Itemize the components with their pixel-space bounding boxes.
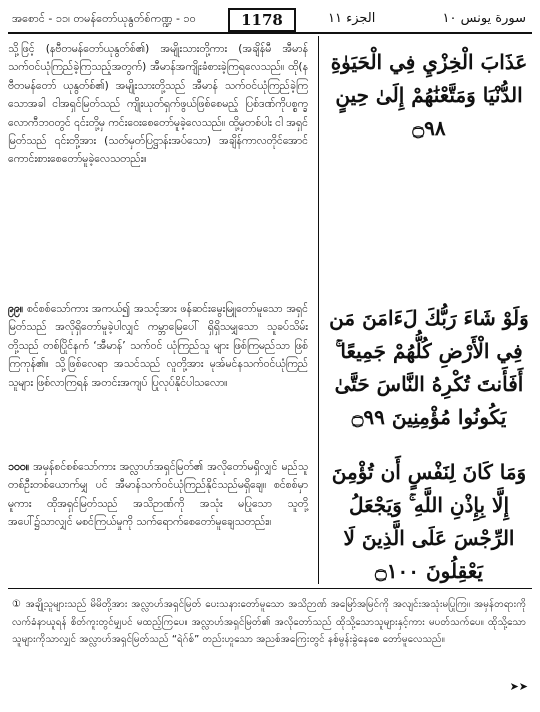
- page-number: 1178: [228, 8, 296, 32]
- translation-verse-98: သို့ဖြင့် (နဗီတမန်တော်ယုနွတ်စ်၏) အမျိုးသားတို့ကား (အချိန်မီ အီမာန်သက်ဝင်ယုံကြည်ခဲ့ကြသည့်အတွက်) အီမာန်အကျိုးခံစားခဲ့ကြရလေသည်။ ထို(နဗီတမန်တော် ယုနွတ်စ်၏) အမျိုးသားတို့သည် အီမာန် သက်ဝင်ယုံကြည်ခဲ့ကြသောအခါ ငါအရှင်မြတ်သည် ကျိုးယုတ်ရှက်ဖွယ်ဖြစ်စေမည့် ပြစ်ဒဏ်ကိုပစ္စက္ခ လောကီဘဝတွင် ၎င်းတို့မှ ကင်းဝေးစေတော်မူခဲ့လေသည်။ ထို့မှတစ်ပါး ငါ အရှင်မြတ်သည် ၎င်းတို့အား (သတ်မှတ်ပြဋ္ဌာန်းအပ်သော) အချိန်ကာလတိုင်အောင် ကောင်းစားစေတော်မူခဲ့လေသတည်း။: [8, 43, 308, 166]
- footnote-text: အချို့သူများသည် မိမိတို့အား အလ္လာဟ်အရှင်မြတ် ပေးသနားတော်မူသော အသိဉာဏ် အမြော်အမြင်ကို အလျင်းအသုံးမပြုကြ။ အမှန်တရားကို လက်ခံနာယူရန် စိတ်ကူးတွင်မျှပင် မထည့်ကြပေ။ အလ္လာဟ်အရှင်မြတ်၏ အလိုတော်သည် ထိုသို့သောသူများနှင့်ကား မပတ်သက်ပေ။ ထိုသို့သော သူများကိုသာလျှင် အလ္လာဟ်အရှင်မြတ်သည် “ရဲဂ်စ်” တည်းဟူသော အညစ်အကြေးတွင် နစ်မွန်းခွဲနေစေ တော်မူလေသည်။: [12, 599, 526, 645]
- translation-verse-100-text: အမှန်စင်စစ်သော်ကား အလ္လာဟ်အရှင်မြတ်၏ အလိုတော်မရှိလျှင် မည်သူတစ်ဦးတစ်ယောက်မျှ ပင် အီမာန်သက်ဝင်ယုံကြည်နိုင်သည်မရှိချေ။ စင်စစ်မှာမူကား ထိုအရှင်မြတ်သည် အသိဉာဏ်ကို အသုံး မပြုသော သူတို့အပေါ်၌သာလျှင် မစင်ကြယ်မှုကို သက်ရောက်စေတော်မူချေသတည်း။: [8, 461, 308, 529]
- verse-number-100: ၁၀၀။: [8, 461, 30, 473]
- footnote-divider: [8, 588, 532, 589]
- verse-number-99: ၉၉။: [8, 303, 24, 315]
- column-divider: [318, 36, 319, 584]
- arabic-verse-98-end: عَذَابَ الْخِزْيِ فِي الْحَيَوٰةِ الدُّنْيَا وَمَتَّعْنَٰهُمْ إِلَىٰ حِينٍ ۝٩٨: [330, 50, 528, 140]
- arabic-verse-99: وَلَوْ شَاءَ رَبُّكَ لَءَامَنَ مَن فِي الْأَرْضِ كُلُّهُمْ جَمِيعًا ۚ أَفَأَنتَ تُكْرِهُ النَّاسَ حَتَّىٰ يَكُونُوا مُؤْمِنِينَ ۝٩٩: [329, 306, 529, 429]
- footnote-marker: ①: [12, 599, 22, 610]
- translation-verse-99-text: စင်စစ်သော်ကား အကယ်၍ အသင့်အား ဖန်ဆင်းမွေးမြူတော်မူသော အရှင်မြတ်သည် အလိုရှိတော်မူခဲ့ပါလျှင် ကမ္ဘာမြေပေါ် ရှိရှိသမျှသော သူခပ်သိမ်းတို့သည် တစ်ပြိုင်နက် ‘အီမာန်’ သက်ဝင် ယုံကြည်သူ များ ဖြစ်ကြမည်သာ ဖြစ်ကြကုန်၏။ သို့ဖြစ်လေရာ အသင်သည် လူတို့အား မုအ်မင်နသက်ဝင်ယုံကြည်သူများ ဖြစ်လာကြရန် အတင်းအကျပ် ပြုလုပ်နိုင်ပါသလော။: [8, 303, 308, 389]
- section-label: အစောင် - ၁၁၊ တမန်တော်ယုနွတ်စ်ကဏ္ဍ - ၁၀: [12, 12, 196, 25]
- footnote: [12, 596, 526, 649]
- arabic-verse-100: وَمَا كَانَ لِنَفْسٍ أَن تُؤْمِنَ إِلَّا بِإِذْنِ اللَّهِ ۚ وَيَجْعَلُ الرِّجْسَ عَلَى الَّذِينَ لَا يَعْقِلُونَ ۝١٠٠: [331, 460, 527, 583]
- page-header: [8, 6, 532, 34]
- surah-label: سورة يونس ١٠: [442, 11, 526, 26]
- translation-verse-100: [8, 458, 308, 532]
- translation-verse-99: [8, 300, 308, 392]
- continue-arrows-icon: ➤➤: [509, 680, 528, 693]
- mushaf-page: [8, 6, 532, 706]
- juz-label: الجزء ١١: [328, 11, 376, 26]
